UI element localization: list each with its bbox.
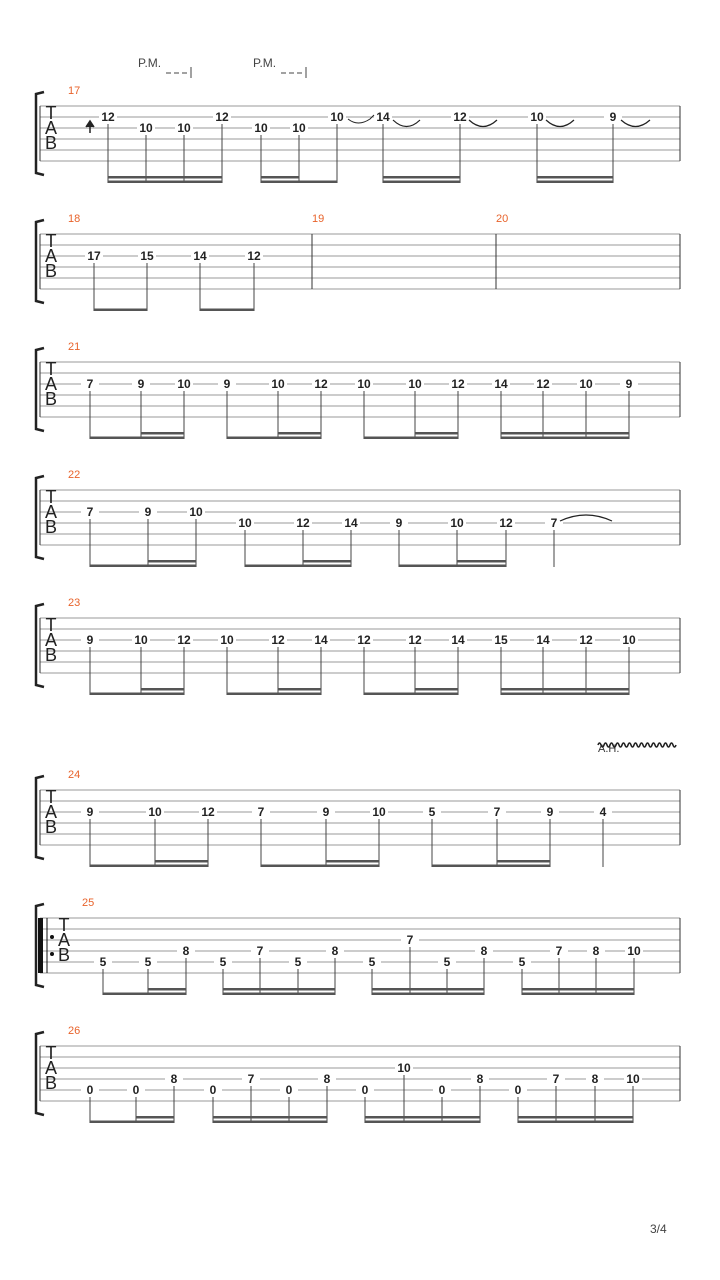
beam	[399, 565, 506, 568]
fret-number: 9	[137, 377, 145, 391]
measure-number: 18	[68, 213, 81, 225]
tab-clef-letter: A	[44, 802, 58, 822]
tie-curve	[393, 120, 420, 127]
fret-number: 5	[428, 805, 436, 819]
beam-secondary	[537, 176, 613, 179]
fret-number: 12	[177, 633, 191, 647]
tab-clef-letter: B	[44, 261, 58, 281]
beam-secondary	[303, 560, 351, 563]
fret-number: 9	[609, 110, 617, 124]
tie-curve	[546, 120, 574, 127]
beam	[518, 1121, 633, 1124]
fret-number: 10	[254, 121, 268, 135]
fret-number: 7	[550, 516, 558, 530]
fret-number: 8	[480, 944, 488, 958]
fret-number: 12	[579, 633, 593, 647]
fret-number: 10	[177, 377, 191, 391]
beam	[90, 1121, 174, 1124]
repeat-thick-bar	[38, 918, 43, 973]
beam-secondary	[141, 688, 184, 691]
beam-secondary	[136, 1116, 174, 1119]
fret-number: 10	[622, 633, 636, 647]
tab-clef-letter: A	[44, 246, 58, 266]
fret-number: 9	[395, 516, 403, 530]
fret-number: 12	[357, 633, 371, 647]
beam-secondary	[261, 176, 299, 179]
beam-secondary	[148, 988, 186, 991]
fret-number: 0	[438, 1083, 446, 1097]
fret-number: 8	[591, 1072, 599, 1086]
tab-clef-letter: B	[44, 389, 58, 409]
beam	[90, 693, 184, 696]
fret-number: 12	[201, 805, 215, 819]
fret-number: 12	[499, 516, 513, 530]
fret-number: 8	[323, 1072, 331, 1086]
fret-number: 9	[546, 805, 554, 819]
fret-number: 4	[599, 805, 607, 819]
fret-number: 8	[331, 944, 339, 958]
fret-number: 9	[86, 633, 94, 647]
tab-clef-letter: T	[45, 787, 57, 807]
fret-number: 10	[372, 805, 386, 819]
fret-number: 7	[493, 805, 501, 819]
tab-clef-letter: T	[45, 615, 57, 635]
beam	[90, 865, 208, 868]
repeat-dot	[50, 952, 54, 956]
measure-number: 17	[68, 85, 81, 97]
fret-number: 12	[247, 249, 261, 263]
beam	[90, 437, 184, 440]
beam	[103, 993, 186, 996]
tab-clef-letter: B	[44, 817, 58, 837]
beam-secondary	[501, 688, 629, 691]
fret-number: 15	[494, 633, 508, 647]
tab-clef-letter: B	[44, 517, 58, 537]
fret-number: 10	[579, 377, 593, 391]
tab-clef-letter: A	[57, 930, 71, 950]
fret-number: 12	[296, 516, 310, 530]
beam-secondary	[365, 1116, 480, 1119]
measure-number: 20	[496, 213, 509, 225]
fret-number: 7	[552, 1072, 560, 1086]
measure-number: 26	[68, 1025, 81, 1037]
fret-number: 12	[215, 110, 229, 124]
fret-number: 10	[220, 633, 234, 647]
beam	[364, 437, 458, 440]
beam	[227, 437, 321, 440]
fret-number: 10	[189, 505, 203, 519]
beam-secondary	[326, 860, 379, 863]
tie-curve	[621, 120, 650, 127]
fret-number: 0	[209, 1083, 217, 1097]
tie-curve	[469, 120, 497, 127]
tab-clef-letter: B	[44, 133, 58, 153]
tab-clef-letter: T	[45, 231, 57, 251]
tab-clef-letter: A	[44, 374, 58, 394]
measure-number: 24	[68, 769, 81, 781]
beam	[213, 1121, 327, 1124]
beam	[432, 865, 550, 868]
beam-secondary	[372, 988, 484, 991]
beam-secondary	[278, 688, 321, 691]
tab-clef-letter: B	[44, 1073, 58, 1093]
tab-clef-letter: T	[45, 1043, 57, 1063]
fret-number: 7	[247, 1072, 255, 1086]
repeat-dot	[50, 935, 54, 939]
measure-number: 19	[312, 213, 325, 225]
fret-number: 10	[177, 121, 191, 135]
beam-secondary	[155, 860, 208, 863]
fret-number: 5	[368, 955, 376, 969]
beam-secondary	[518, 1116, 633, 1119]
fret-number: 10	[530, 110, 544, 124]
tab-clef-letter: A	[44, 1058, 58, 1078]
fret-number: 10	[134, 633, 148, 647]
fret-number: 12	[453, 110, 467, 124]
fret-number: 10	[139, 121, 153, 135]
beam	[372, 993, 484, 996]
fret-number: 17	[87, 249, 101, 263]
fret-number: 10	[450, 516, 464, 530]
fret-number: 5	[443, 955, 451, 969]
beam	[90, 565, 196, 568]
fret-number: 7	[86, 377, 94, 391]
fret-number: 10	[627, 944, 641, 958]
fret-number: 14	[494, 377, 508, 391]
fret-number: 12	[536, 377, 550, 391]
fret-number: 14	[451, 633, 465, 647]
beam	[108, 181, 222, 184]
beam	[501, 693, 629, 696]
fret-number: 14	[314, 633, 328, 647]
fret-number: 10	[397, 1061, 411, 1075]
beam	[94, 309, 147, 312]
fret-number: 12	[101, 110, 115, 124]
beam-secondary	[141, 432, 184, 435]
fret-number: 14	[536, 633, 550, 647]
beam-secondary	[497, 860, 550, 863]
fret-number: 8	[170, 1072, 178, 1086]
beam	[200, 309, 254, 312]
tab-clef-letter: T	[58, 915, 70, 935]
fret-number: 10	[271, 377, 285, 391]
fret-number: 12	[451, 377, 465, 391]
beam	[537, 181, 613, 184]
fret-number: 7	[86, 505, 94, 519]
measure-number: 21	[68, 341, 81, 353]
fret-number: 7	[406, 933, 414, 947]
tab-clef-letter: T	[45, 359, 57, 379]
beam-secondary	[278, 432, 321, 435]
beam	[261, 181, 337, 184]
fret-number: 12	[408, 633, 422, 647]
fret-number: 8	[182, 944, 190, 958]
fret-number: 5	[294, 955, 302, 969]
fret-number: 7	[555, 944, 563, 958]
beam-secondary	[383, 176, 460, 179]
fret-number: 10	[330, 110, 344, 124]
beam	[261, 865, 379, 868]
beam	[245, 565, 351, 568]
measure-number: 22	[68, 469, 81, 481]
measure-number: 23	[68, 597, 81, 609]
tab-clef-letter: A	[44, 502, 58, 522]
fret-number: 0	[514, 1083, 522, 1097]
beam	[501, 437, 629, 440]
fret-number: 5	[518, 955, 526, 969]
fret-number: 7	[257, 805, 265, 819]
fret-number: 14	[193, 249, 207, 263]
fret-number: 9	[144, 505, 152, 519]
tab-clef-letter: B	[57, 945, 71, 965]
tab-clef-letter: A	[44, 630, 58, 650]
fret-number: 7	[256, 944, 264, 958]
fret-number: 0	[361, 1083, 369, 1097]
fret-number: 10	[292, 121, 306, 135]
fret-number: 9	[625, 377, 633, 391]
fret-number: 9	[223, 377, 231, 391]
beam	[365, 1121, 480, 1124]
beam	[364, 693, 458, 696]
fret-number: 8	[592, 944, 600, 958]
beam-secondary	[108, 176, 222, 179]
fret-number: 12	[271, 633, 285, 647]
fret-number: 15	[140, 249, 154, 263]
fret-number: 5	[219, 955, 227, 969]
fret-number: 8	[476, 1072, 484, 1086]
fret-number: 14	[376, 110, 390, 124]
tab-clef-letter: T	[45, 487, 57, 507]
beam-secondary	[223, 988, 335, 991]
fret-number: 0	[285, 1083, 293, 1097]
beam	[383, 181, 460, 184]
fret-number: 5	[144, 955, 152, 969]
palm-mute-label: P.M.	[138, 56, 162, 70]
beam	[227, 693, 321, 696]
palm-mute-label: P.M.	[253, 56, 277, 70]
fret-number: 10	[148, 805, 162, 819]
tab-clef-letter: A	[44, 118, 58, 138]
tab-clef-letter: B	[44, 645, 58, 665]
page-number: 3/4	[650, 1222, 667, 1236]
fret-number: 10	[626, 1072, 640, 1086]
artificial-harmonic-label: A.H.	[598, 743, 620, 755]
beam-secondary	[415, 688, 458, 691]
beam	[223, 993, 335, 996]
beam-secondary	[415, 432, 458, 435]
upstroke-icon	[86, 121, 94, 133]
fret-number: 12	[314, 377, 328, 391]
tab-clef-letter: T	[45, 103, 57, 123]
beam-secondary	[213, 1116, 327, 1119]
fret-number: 5	[99, 955, 107, 969]
fret-number: 9	[322, 805, 330, 819]
fret-number: 9	[86, 805, 94, 819]
fret-number: 14	[344, 516, 358, 530]
measure-number: 25	[82, 897, 95, 909]
beam-secondary	[501, 432, 629, 435]
beam-secondary	[522, 988, 634, 991]
beam	[522, 993, 634, 996]
fret-number: 10	[357, 377, 371, 391]
fret-number: 0	[86, 1083, 94, 1097]
fret-number: 0	[132, 1083, 140, 1097]
slide-mark	[348, 115, 374, 123]
tie-curve	[560, 515, 612, 521]
beam-secondary	[148, 560, 196, 563]
beam-secondary	[457, 560, 506, 563]
fret-number: 10	[408, 377, 422, 391]
fret-number: 10	[238, 516, 252, 530]
